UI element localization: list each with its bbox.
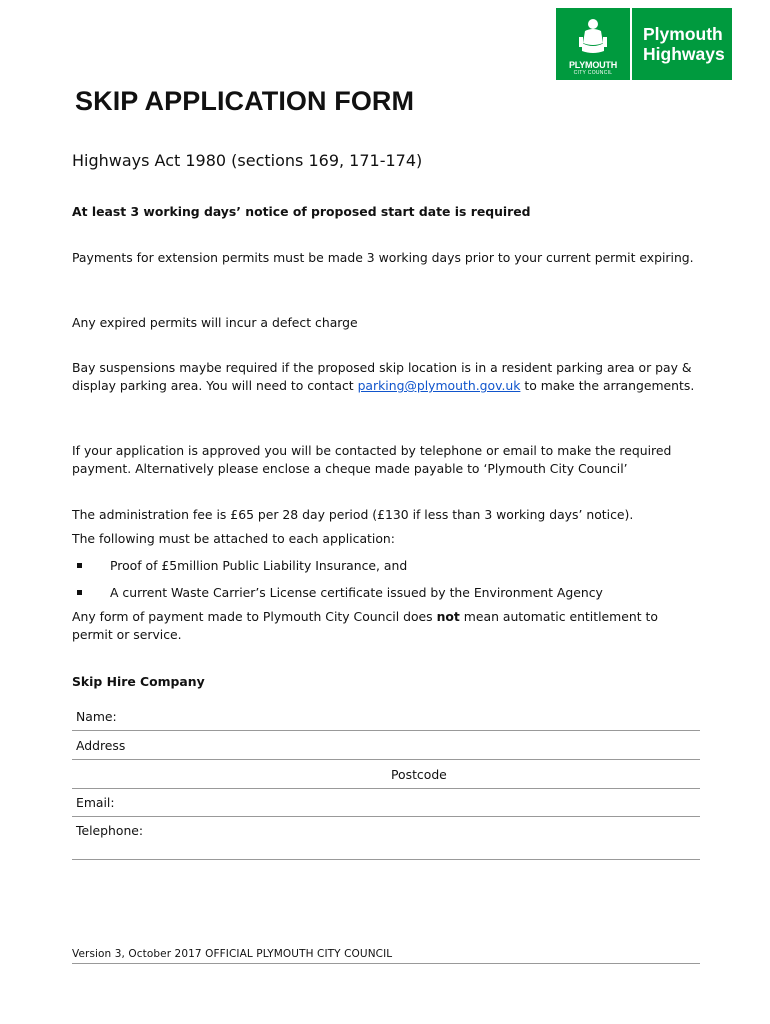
attach-paragraph: The following must be attached to each application: <box>72 531 395 546</box>
crest-text-plymouth: PLYMOUTH <box>568 60 618 70</box>
logo-wordmark <box>632 8 732 80</box>
footer-text: Version 3, October 2017 OFFICIAL PLYMOUTH CITY COUNCIL <box>72 948 393 960</box>
list-item: Proof of £5million Public Liability Insurance, and <box>72 557 407 575</box>
logo-text-highways: Highways <box>643 44 725 64</box>
section-heading: Skip Hire Company <box>72 674 205 689</box>
parking-email-link[interactable]: parking@plymouth.gov.uk <box>357 378 521 393</box>
email-label: Email: <box>76 795 115 810</box>
crest-icon <box>556 8 630 80</box>
divider <box>72 730 700 731</box>
logo-text-plymouth: Plymouth <box>643 24 723 44</box>
divider <box>72 759 700 760</box>
address-label: Address <box>76 738 126 753</box>
bullet-icon <box>77 590 82 595</box>
bullet-icon <box>77 563 82 568</box>
extension-paragraph: Payments for extension permits must be made 3 working days prior to your current permit expiring. <box>72 250 694 265</box>
page-title: SKIP APPLICATION FORM <box>75 86 415 116</box>
divider <box>72 788 700 789</box>
postcode-label: Postcode <box>391 767 447 782</box>
list-item: A current Waste Carrier’s License certificate issued by the Environment Agency <box>72 584 603 602</box>
payment-paragraph: If your application is approved you will be contacted by telephone or email to make the required payment. Alternatively please enclose a cheque made payable to ‘Plymouth City Council’ <box>72 443 672 476</box>
notice-text: At least 3 working days’ notice of proposed start date is required <box>72 204 531 219</box>
entitlement-paragraph: Any form of payment made to Plymouth City Council does not mean automatic entitlement to permit or service. <box>72 609 658 642</box>
bay-suspension-paragraph <box>72 359 697 395</box>
footer-divider <box>72 963 700 964</box>
plymouth-highways-logo <box>556 8 732 80</box>
bay-text-before: Bay suspensions maybe required if the proposed skip location is in a resident parking area or pay & display parking area. You will need to contact <box>72 360 692 393</box>
name-label: Name: <box>76 709 117 724</box>
bay-text-after: to make the arrangements. <box>520 378 695 393</box>
telephone-label: Telephone: <box>76 823 144 838</box>
divider <box>72 859 700 860</box>
divider <box>72 816 700 817</box>
fee-paragraph: The administration fee is £65 per 28 day period (£130 if less than 3 working days’ notice). <box>72 507 634 522</box>
page-subtitle: Highways Act 1980 (sections 169, 171-174) <box>72 151 423 170</box>
expired-paragraph: Any expired permits will incur a defect charge <box>72 315 358 330</box>
crest-figure-icon <box>576 17 610 57</box>
crest-text-city-council: CITY COUNCIL <box>573 70 613 76</box>
